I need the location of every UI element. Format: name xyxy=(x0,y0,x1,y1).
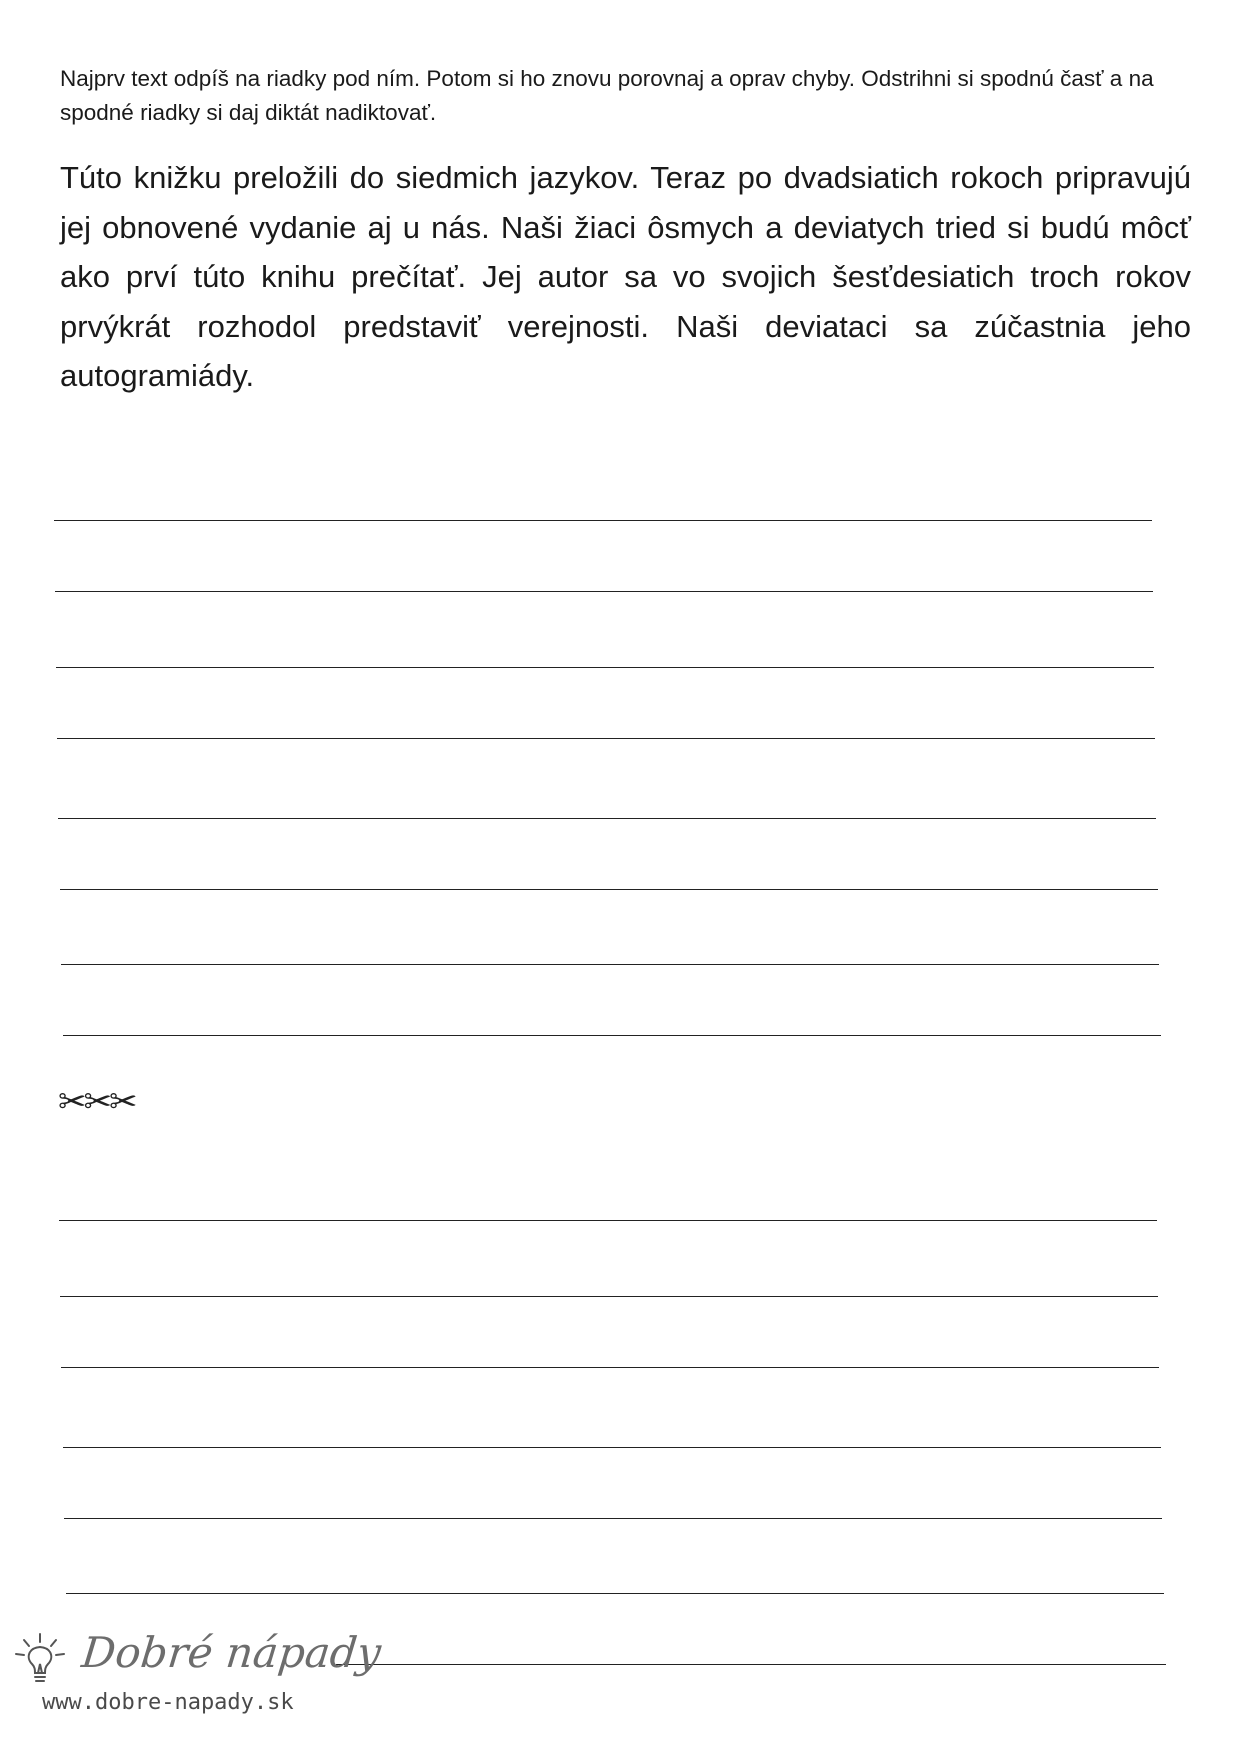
writing-line xyxy=(60,1296,1158,1297)
writing-line xyxy=(63,1035,1161,1036)
dictation-text: Túto knižku preložili do siedmich jazykov. Teraz po dvadsiatich rokoch pripravujú jej obnovené vydanie aj u nás. Naši žiaci ôsmych a deviatych tried si budú môcť ako prví túto knihu prečítať. Jej autor sa vo svojich šesťdesiatich troch rokov prvýkrát rozhodol predstaviť verejnosti. Naši deviataci sa zúčastnia jeho autogramiády. xyxy=(60,160,1191,393)
lightbulb-icon xyxy=(10,1628,80,1698)
writing-line xyxy=(57,738,1155,739)
logo-name: Dobré nápady xyxy=(79,1628,384,1677)
writing-line xyxy=(60,889,1158,890)
writing-line xyxy=(336,1664,1166,1665)
writing-line xyxy=(54,520,1152,521)
writing-line xyxy=(58,818,1156,819)
logo xyxy=(10,1628,384,1728)
writing-line xyxy=(61,964,1159,965)
writing-line xyxy=(56,667,1154,668)
writing-line xyxy=(59,1220,1157,1221)
writing-line xyxy=(55,591,1153,592)
logo-url: www.dobre-napady.sk xyxy=(42,1690,294,1715)
writing-line xyxy=(66,1593,1164,1594)
writing-line xyxy=(63,1447,1161,1448)
instructions-text: Najprv text odpíš na riadky pod ním. Potom si ho znovu porovnaj a oprav chyby. Odstrihni si spodnú časť a na spodné riadky si daj diktát nadiktovať. xyxy=(60,66,1154,125)
writing-line xyxy=(64,1518,1162,1519)
writing-line xyxy=(61,1367,1159,1368)
scissors-icon: ✂✂✂ xyxy=(58,1082,135,1122)
